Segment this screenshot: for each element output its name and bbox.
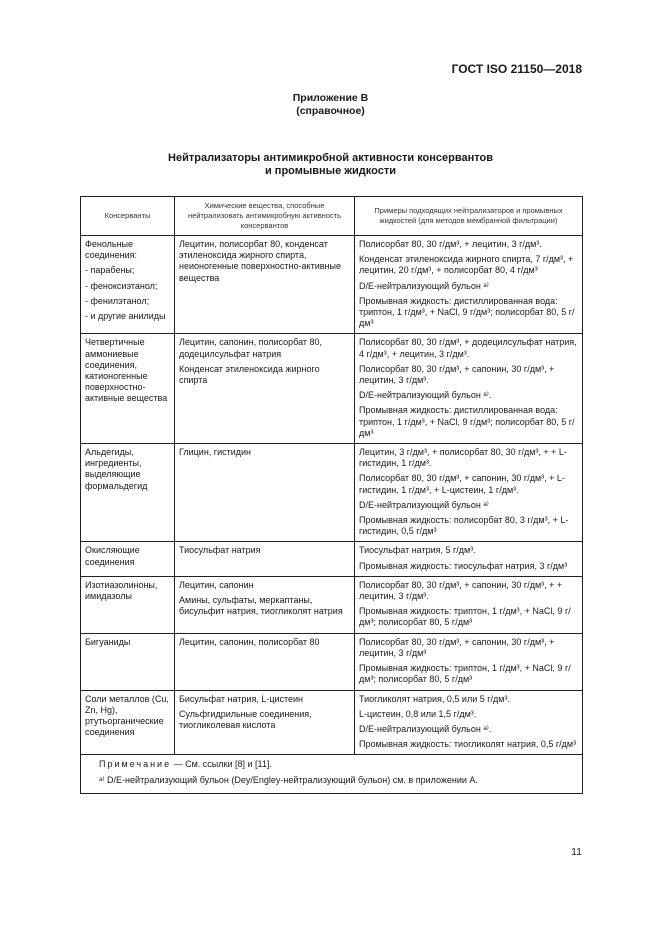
examples-line: Конденсат этиленоксида жирного спирта, 7 г/дм³, + лецитин, 20 г/дм³, + полисорбат 80, 4 г/дм³ xyxy=(359,254,574,276)
table-footnote: ᵃ⁾ D/E-нейтрализующий бульон (Dey/Engley-нейтрализующий бульон) см. в приложении А. xyxy=(99,774,478,785)
table-row xyxy=(81,690,583,755)
chemicals-line: Глицин, гистидин xyxy=(179,447,252,458)
examples-line: Полисорбат 80, 30 г/дм³, + сапонин, 30 г/дм³, + лецитин, 3 г/дм³ xyxy=(359,636,555,658)
chemicals-cell xyxy=(175,633,355,690)
preservative-line: - парабены; xyxy=(85,265,135,276)
preservative-line: Альдегиды, ингредиенты, выделяющие формальдегид xyxy=(85,447,148,491)
examples-line: Промывная жидкость: тиосульфат натрия, 3 г/дм³ xyxy=(359,560,568,571)
preservative-line: Окисляющие соединения xyxy=(85,545,140,567)
column-header-chemicals: Химические вещества, способные нейтрализовать антимикробную активность консервантов xyxy=(175,197,355,236)
preservative-line: - и другие анилиды xyxy=(85,311,166,322)
table-note-cell xyxy=(81,755,583,793)
preservative-cell xyxy=(81,690,175,755)
table-note xyxy=(87,759,576,770)
appendix-heading xyxy=(0,92,661,118)
table-header-row xyxy=(81,197,583,236)
table-row xyxy=(81,633,583,690)
examples-line: D/E-нейтрализующий бульон ᵃ⁾. xyxy=(359,390,492,401)
column-header-preservatives: Консерванты xyxy=(81,197,175,236)
examples-line: Промывная жидкость: дистиллированная вода: триптон, 1 г/дм³, + NaCl, 9 г/дм³; полисорбат 80, 5 г/дм³ xyxy=(359,295,575,329)
column-header-examples: Примеры подходящих нейтрализаторов и промывных жидкостей (для методов мембранной фильтрации) xyxy=(355,197,583,236)
table-body xyxy=(81,236,583,755)
table-row xyxy=(81,542,583,576)
examples-line: Промывная жидкость: полисорбат 80, 3 г/дм³, + L-гистидин, 0,5 г/дм³ xyxy=(359,515,569,537)
chemicals-cell xyxy=(175,444,355,542)
appendix-title: Приложение В xyxy=(292,92,369,104)
preservative-cell xyxy=(81,542,175,576)
examples-cell xyxy=(355,576,583,633)
chemicals-line: Сульфгидрильные соединения, тиогликолевая кислота xyxy=(179,708,312,730)
chemicals-line: Лецитин, сапонин, полисорбат 80, додецилсульфат натрия xyxy=(179,337,323,359)
examples-line: D/E-нейтрализующий бульон ᵃ⁾ xyxy=(359,499,489,510)
table-row xyxy=(81,576,583,633)
examples-line: Полисорбат 80, 30 г/дм³, + лецитин, 3 г/дм³. xyxy=(359,239,542,249)
examples-cell xyxy=(355,690,583,755)
chemicals-cell xyxy=(175,236,355,334)
preservative-cell xyxy=(81,334,175,444)
examples-line: Тиосульфат натрия, 5 г/дм³. xyxy=(359,545,476,556)
table-row xyxy=(81,444,583,542)
appendix-subtitle: (справочное) xyxy=(296,105,365,117)
examples-line: D/E-нейтрализующий бульон ᵃ⁾. xyxy=(359,723,492,734)
preservative-line: - феноксиэтанол; xyxy=(85,280,158,291)
table-note-row xyxy=(81,755,583,793)
preservative-line: Соли металлов (Cu, Zn, Hg), ртутьорганические соединения xyxy=(85,693,169,738)
preservative-line: Бигуаниды xyxy=(85,636,131,647)
chemicals-cell xyxy=(175,690,355,755)
chemicals-cell xyxy=(175,542,355,576)
document-title xyxy=(0,152,661,178)
examples-cell xyxy=(355,236,583,334)
chemicals-line: Тиосульфат натрия xyxy=(179,545,261,556)
examples-line: Промывная жидкость: дистиллированная вода: триптон, 1 г/дм³, + NaCl, 9 г/дм³; полисорбат 80, 5 г/дм³ xyxy=(359,405,575,438)
preservative-cell xyxy=(81,444,175,542)
examples-cell xyxy=(355,633,583,690)
chemicals-line: Лецитин, полисорбат 80, конденсат этиленоксида жирного спирта, неионогенные поверхностно-активные вещества xyxy=(179,239,341,283)
chemicals-cell xyxy=(175,576,355,633)
preservative-line: Фенольные соединения: xyxy=(85,239,138,261)
note-text: — См. ссылки [8] и [11]. xyxy=(171,759,272,770)
table-row xyxy=(81,334,583,444)
preservative-line: Изотиазолиноны, имидазолы xyxy=(85,579,158,602)
examples-cell xyxy=(355,542,583,576)
chemicals-line: Лецитин, сапонин xyxy=(179,579,254,590)
examples-cell xyxy=(355,444,583,542)
examples-line: Полисорбат 80, 30 г/дм³, + сапонин, 30 г/дм³, + лецитин, 3 г/дм³. xyxy=(359,363,555,386)
examples-line: Тиогликолят натрия, 0,5 или 5 г/дм³. xyxy=(359,693,510,704)
document-title-line-2: и промывные жидкости xyxy=(264,165,396,177)
preservative-cell xyxy=(81,576,175,633)
preservative-line: - фенилэтанол; xyxy=(85,295,150,306)
chemicals-line: Бисульфат натрия, L-цистеин xyxy=(179,693,304,704)
preservative-cell xyxy=(81,633,175,690)
preservative-line: Четвертичные аммониевые соединения, катионогенные поверхностно-активные вещества xyxy=(85,337,168,404)
examples-line: Промывная жидкость: триптон, 1 г/дм³, + NaCl, 9 г/дм³; полисорбат 80, 5 г/дм³ xyxy=(359,663,571,685)
chemicals-cell xyxy=(175,334,355,444)
chemicals-line: Конденсат этиленоксида жирного спирта xyxy=(179,363,320,386)
note-label: Примечание xyxy=(99,759,172,770)
page-number: 11 xyxy=(571,846,582,858)
examples-line: Промывная жидкость: триптон, 1 г/дм³, + NaCl, 9 г/дм³; полисорбат 80, 5 г/дм³ xyxy=(359,606,571,628)
chemicals-line: Лецитин, сапонин, полисорбат 80 xyxy=(179,636,320,647)
examples-line: Полисорбат 80, 30 г/дм³, + сапонин, 30 г/дм³, + L-гистидин, 1 г/дм³, + L-цистеин, 1 г/дм³. xyxy=(359,473,565,495)
standard-id: ГОСТ ISO 21150—2018 xyxy=(451,62,582,76)
examples-cell xyxy=(355,334,583,444)
examples-line: Полисорбат 80, 30 г/дм³, + додецилсульфат натрия, 4 г/дм³, + лецитин, 3 г/дм³. xyxy=(359,337,577,359)
examples-line: D/E-нейтрализующий бульон ᵃ⁾ xyxy=(359,280,489,291)
table-row xyxy=(81,236,583,334)
examples-line: Полисорбат 80, 30 г/дм³, + сапонин, 30 г/дм³, + + лецитин, 3 г/дм³. xyxy=(359,579,563,602)
chemicals-line: Амины, сульфаты, меркаптаны, бисульфит натрия, тиогликолят натрия xyxy=(179,595,343,617)
preservative-cell xyxy=(81,236,175,334)
neutralizers-table xyxy=(80,196,583,794)
examples-line: L-цистеин, 0,8 или 1,5 г/дм³. xyxy=(359,708,477,719)
examples-line: Промывная жидкость: тиогликолят натрия, 0,5 г/дм³ xyxy=(359,739,577,750)
document-title-line-1: Нейтрализаторы антимикробной активности консервантов xyxy=(168,152,493,164)
examples-line: Лецитин, 3 г/дм³, + полисорбат 80, 30 г/дм³, + + L-гистидин, 1 г/дм³. xyxy=(359,447,567,469)
